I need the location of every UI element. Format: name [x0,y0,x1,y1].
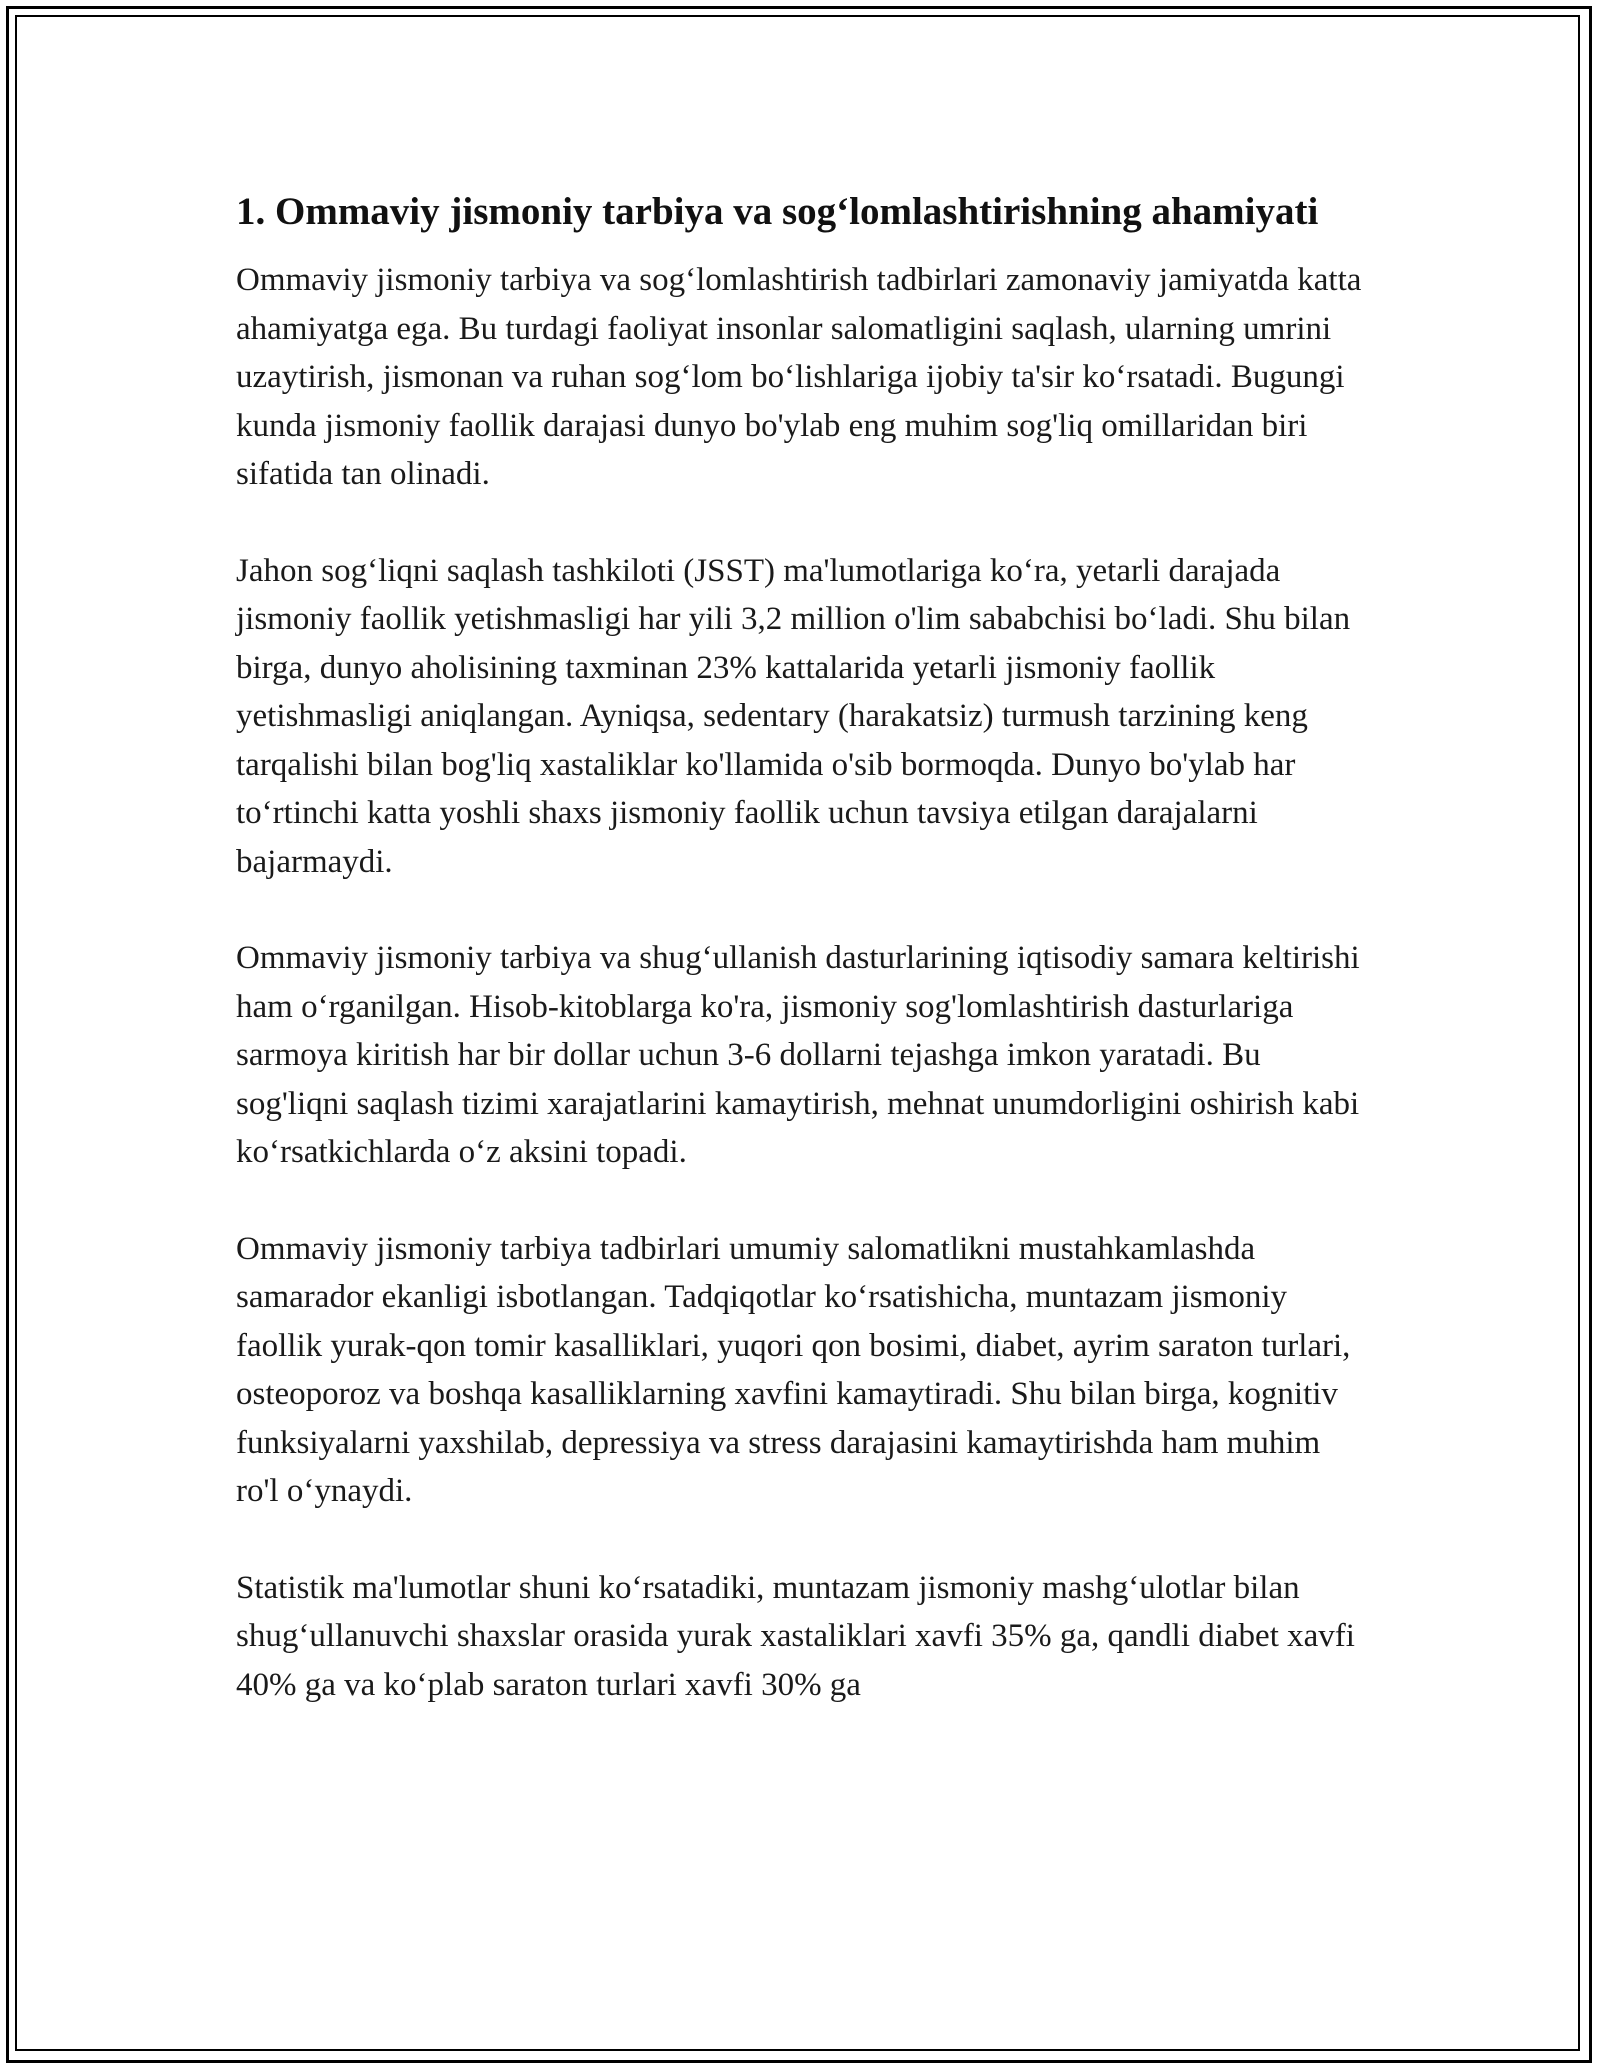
paragraph-4: Ommaviy jismoniy tarbiya tadbirlari umumiy salomatlikni mustahkamlashda samarador ekanligi isbotlangan. Tadqiqotlar ko‘rsatishicha, muntazam jismoniy faollik yurak-qon tomir kasalliklari, yuqori qon bosimi, diabet, ayrim saraton turlari, osteoporoz va boshqa kasalliklarning xavfini kamaytiradi. Shu bilan birga, kognitiv funksiyalarni yaxshilab, depressiya va stress darajasini kamaytirishda ham muhim ro'l o‘ynaydi. [236,1230,1351,1509]
paragraph-5: Statistik ma'lumotlar shuni ko‘rsatadiki, muntazam jismoniy mashg‘ulotlar bilan shug‘ullanuvchi shaxslar orasida yurak xastaliklari xavfi 35% ga, qandli diabet xavfi 40% ga va ko‘plab saraton turlari xavfi 30% ga [236,1569,1355,1703]
document-body [236,184,1366,1709]
paragraph-1: Ommaviy jismoniy tarbiya va sog‘lomlashtirish tadbirlari zamonaviy jamiyatda katta ahamiyatga ega. Bu turdagi faoliyat insonlar salomatligini saqlash, ularning umrini uzaytirish, jismonan va ruhan sog‘lom bo‘lishlariga ijobiy ta'sir ko‘rsatadi. Bugungi kunda jismoniy faollik darajasi dunyo bo'ylab eng muhim sog'liq omillaridan biri sifatida tan olinadi. [236,262,1362,492]
section-heading: 1. Ommaviy jismoniy tarbiya va sog‘lomlashtirishning ahamiyati [236,190,1319,233]
paragraph-3: Ommaviy jismoniy tarbiya va shug‘ullanish dasturlarining iqtisodiy samara keltirishi ham o‘rganilgan. Hisob-kitoblarga ko'ra, jismoniy sog'lomlashtirish dasturlariga sarmoya kiritish har bir dollar uchun 3-6 dollarni tejashga imkon yaratadi. Bu sog'liqni saqlash tizimi xarajatlarini kamaytirish, mehnat unumdorligini oshirish kabi ko‘rsatkichlarda o‘z aksini topadi. [236,940,1360,1170]
paragraph-2: Jahon sog‘liqni saqlash tashkiloti (JSST) ma'lumotlariga ko‘ra, yetarli darajada jismoniy faollik yetishmasligi har yili 3,2 million o'lim sababchisi bo‘ladi. Shu bilan birga, dunyo aholisining taxminan 23% kattalarida yetarli jismoniy faollik yetishmasligi aniqlangan. Ayniqsa, sedentary (harakatsiz) turmush tarzining keng tarqalishi bilan bog'liq xastaliklar ko'llamida o'sib bormoqda. Dunyo bo'ylab har to‘rtinchi katta yoshli shaxs jismoniy faollik uchun tavsiya etilgan darajalarni bajarmaydi. [236,552,1351,880]
